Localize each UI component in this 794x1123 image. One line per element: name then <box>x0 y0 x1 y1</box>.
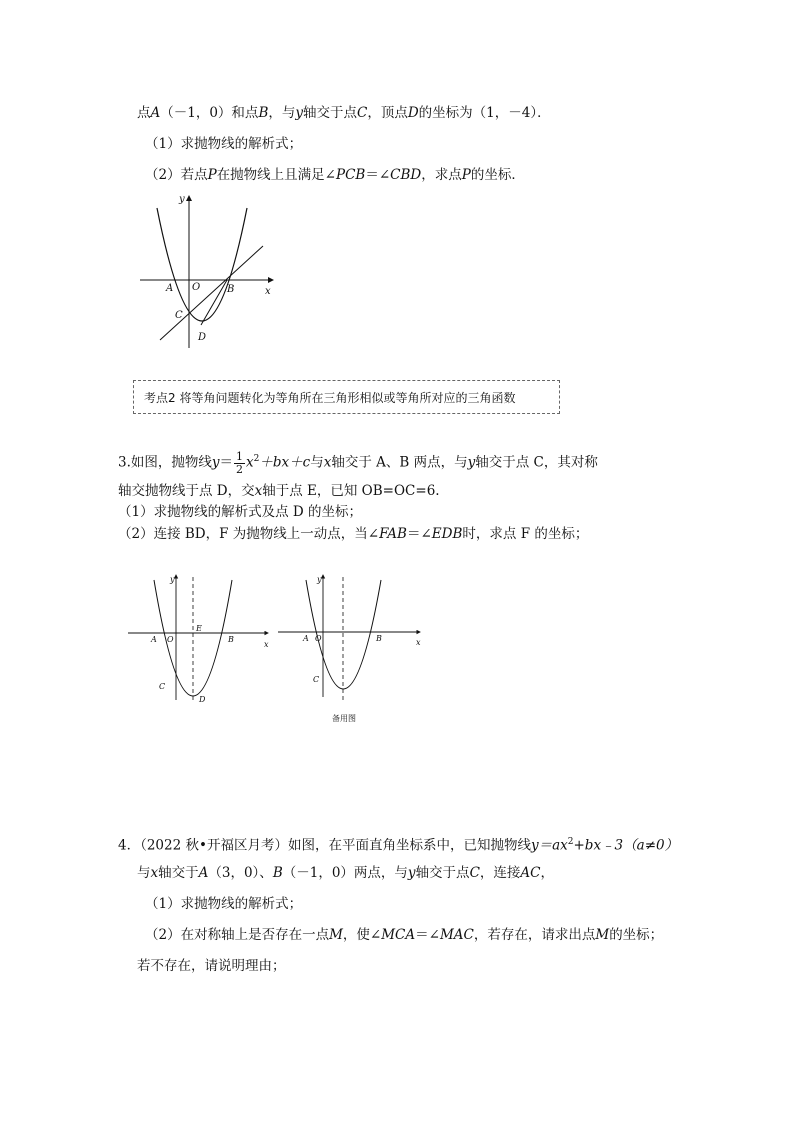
text: ＝∠ <box>415 927 440 943</box>
label-o: O <box>192 282 201 293</box>
var-y: y <box>295 105 303 121</box>
intro-question-2 <box>145 166 525 184</box>
parabola-figure-3 <box>276 572 426 727</box>
point-b: B <box>258 105 269 121</box>
label-e: E <box>196 624 202 633</box>
point-m: M <box>329 927 343 943</box>
text: 与 <box>137 865 151 881</box>
angle-pcb: PCB <box>336 167 366 183</box>
text: ＋bx＋c <box>259 454 311 471</box>
text: ，与 <box>268 105 296 121</box>
label-b: B <box>376 634 382 643</box>
intro-line-1 <box>137 104 551 122</box>
label-c: C <box>313 675 320 684</box>
var-x: x <box>150 865 159 881</box>
text: 4．（2022 秋•开福区月考）如图，在平面直角坐标系中，已知抛物线 <box>118 837 531 854</box>
section-box: 考点2 将等角问题转化为等角所在三角形相似或等角所对应的三角函数 <box>133 380 560 414</box>
text: ，求点 <box>421 167 462 183</box>
label-a: A <box>151 635 157 644</box>
text: 的坐标． <box>470 167 525 183</box>
point-c: C <box>357 105 368 121</box>
text: 在抛物线上且满足∠ <box>216 167 336 183</box>
segment-ac: AC <box>520 865 541 881</box>
line-cb <box>160 246 263 340</box>
label-o: O <box>167 635 174 644</box>
text: 轴交于点 <box>415 865 470 881</box>
problem4-question-2-continued: 若不存在，请说明理由； <box>137 958 286 974</box>
parabola <box>157 208 247 321</box>
text: 轴于点 E，已知 OB=OC=6. <box>262 483 440 499</box>
point-p: P <box>461 167 471 183</box>
label-c: C <box>159 682 166 691</box>
text: 轴交于 A、B 两点，与 <box>331 454 468 471</box>
var-y: y <box>407 865 416 881</box>
point-c: C <box>469 865 480 881</box>
problem4-question-2 <box>145 926 663 944</box>
problem4-line-1 <box>118 833 678 855</box>
angle-mac: MAC <box>439 927 474 943</box>
denominator: 2 <box>236 462 244 476</box>
point-b: B <box>272 865 283 881</box>
var-y: y <box>211 454 220 471</box>
label-x: x <box>264 640 269 649</box>
parabola-figure-2 <box>126 572 274 707</box>
var-y: y <box>467 454 476 471</box>
text: ，顶点 <box>367 105 408 121</box>
var-x: x <box>323 454 332 471</box>
angle-edb: EDB <box>431 526 463 542</box>
problem3-line-1 <box>118 444 598 478</box>
text: （2）连接 BD，F 为抛物线上一动点，当∠ <box>118 526 380 542</box>
text: 与 <box>310 454 324 471</box>
var-x: x <box>254 483 263 499</box>
label-b: B <box>228 635 234 644</box>
equation: y＝ax <box>530 837 568 854</box>
text: 3.如图，抛物线 <box>118 454 212 471</box>
segment-bd <box>201 280 227 325</box>
text: 时，求点 F 的坐标； <box>462 526 589 542</box>
angle-fab: FAB <box>379 526 407 542</box>
text: （－1，0）两点，与 <box>282 865 408 881</box>
text: 轴交抛物线于点 D，交 <box>118 483 255 499</box>
text: ＝ <box>219 454 234 471</box>
text: ，连接 <box>479 865 521 881</box>
label-c: C <box>175 310 183 321</box>
text: ＝∠ <box>365 167 391 183</box>
label-y: y <box>179 194 185 205</box>
point-d: D <box>407 105 419 121</box>
text: 轴交于 <box>158 865 199 881</box>
text: ， <box>540 865 554 881</box>
point-a: A <box>198 865 209 881</box>
label-b: B <box>227 284 235 295</box>
label-a: A <box>166 283 174 294</box>
problem4-question-1: （1）求抛物线的解析式； <box>145 896 303 912</box>
parabola-figure-1 <box>135 190 285 350</box>
problem4-line-2 <box>137 864 554 882</box>
figure-caption: 备用图 <box>332 714 356 723</box>
fraction <box>234 451 245 476</box>
exponent: 2 <box>567 837 574 847</box>
label-d: D <box>198 332 207 343</box>
text: （3，0）、 <box>208 865 273 881</box>
text: （2）若点 <box>145 167 208 183</box>
label-x: x <box>265 286 271 297</box>
angle-cbd: CBD <box>390 167 422 183</box>
exponent: 2 <box>253 454 260 464</box>
point-m: M <box>595 927 610 943</box>
text: 的坐标为（1，－4）． <box>418 105 551 121</box>
text: ＝∠ <box>406 526 432 542</box>
point-p: P <box>207 167 217 183</box>
var-x: x <box>246 454 254 471</box>
problem3-line-2 <box>118 482 440 500</box>
problem3-question-1: （1）求抛物线的解析式及点 D 的坐标； <box>118 504 362 520</box>
intro-question-1: （1）求抛物线的解析式； <box>145 136 303 152</box>
label-a: A <box>303 634 309 643</box>
text: （2）在对称轴上是否存在一点 <box>145 927 330 943</box>
text: 点 <box>137 105 151 121</box>
text: ，使∠ <box>342 927 382 943</box>
numerator: 1 <box>236 449 244 463</box>
label-y: y <box>317 575 322 584</box>
label-d: D <box>199 695 206 704</box>
label-y: y <box>170 575 175 584</box>
label-o: O <box>315 634 322 643</box>
label-x: x <box>416 638 421 647</box>
text: （－1，0）和点 <box>160 105 259 121</box>
angle-mca: MCA <box>381 927 416 943</box>
equation-rest: +bx﹣3（a≠0） <box>573 837 679 854</box>
text: 的坐标； <box>609 927 664 943</box>
text: 轴交于点 C，其对称 <box>475 454 598 471</box>
text: 轴交于点 <box>303 105 357 121</box>
problem3-question-2 <box>118 525 588 543</box>
text: ，若存在，请求出点 <box>473 927 596 943</box>
point-a: A <box>150 105 161 121</box>
